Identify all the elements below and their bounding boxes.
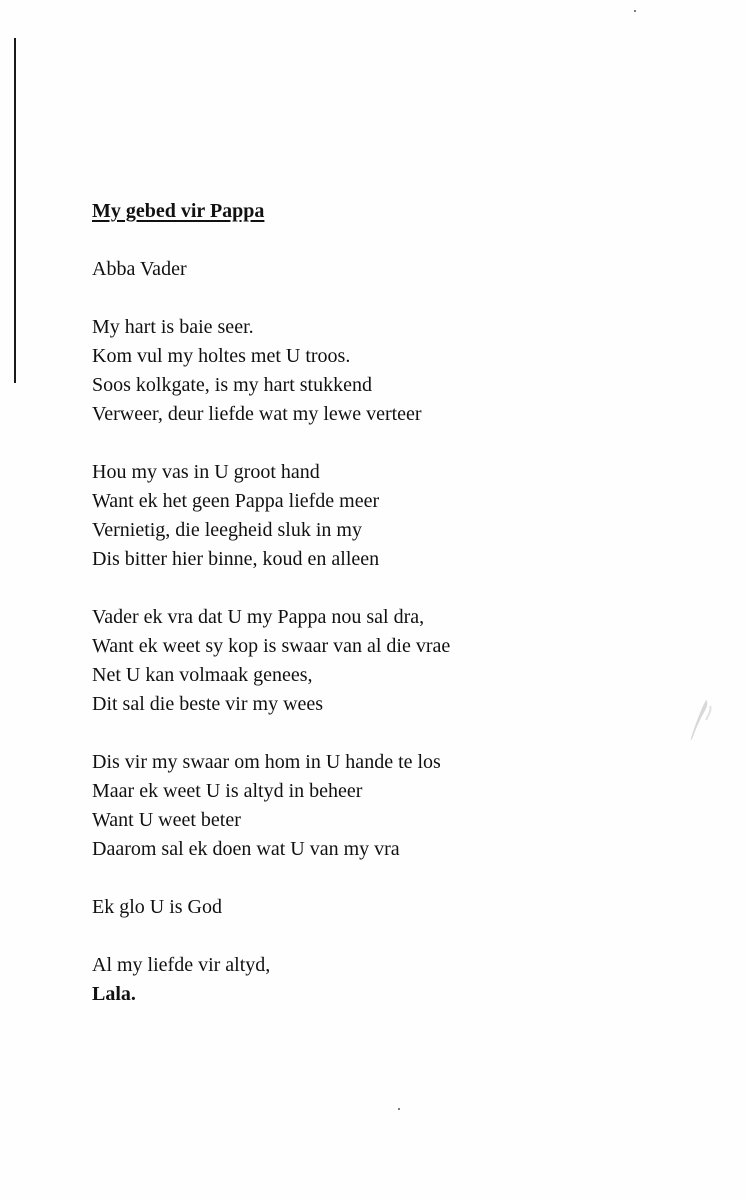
poem-greeting: Abba Vader <box>92 258 187 280</box>
poem-line: Hou my vas in U groot hand <box>92 461 320 483</box>
poem-closing: Ek glo U is God <box>92 896 222 918</box>
poem-title: My gebed vir Pappa <box>92 200 265 222</box>
scan-speck <box>634 10 636 12</box>
stanza-2 <box>92 458 712 574</box>
margin-line <box>14 38 16 383</box>
poem-line: Want ek weet sy kop is swaar van al die vrae <box>92 635 451 657</box>
poem-line: Maar ek weet U is altyd in beheer <box>92 780 363 802</box>
poem-line: Want U weet beter <box>92 809 241 831</box>
poem-line: Vader ek vra dat U my Pappa nou sal dra, <box>92 606 425 628</box>
poem-line: Verweer, deur liefde wat my lewe verteer <box>92 403 422 425</box>
signature-block <box>92 951 712 1009</box>
poem-line: Daarom sal ek doen wat U van my vra <box>92 838 400 860</box>
poem-line: Kom vul my holtes met U troos. <box>92 345 351 367</box>
poem <box>92 197 712 1009</box>
scan-speck <box>398 1108 400 1110</box>
poem-line: Soos kolkgate, is my hart stukkend <box>92 374 372 396</box>
signoff-line: Al my liefde vir altyd, <box>92 954 271 976</box>
stanza-3 <box>92 603 712 719</box>
poem-line: Dis vir my swaar om hom in U hande te los <box>92 751 441 773</box>
stanza-4 <box>92 748 712 864</box>
signature: Lala. <box>92 983 136 1005</box>
poem-line: Want ek het geen Pappa liefde meer <box>92 490 380 512</box>
poem-line: Dis bitter hier binne, koud en alleen <box>92 548 380 570</box>
poem-line: Dit sal die beste vir my wees <box>92 693 324 715</box>
poem-line: My hart is baie seer. <box>92 316 254 338</box>
poem-line: Net U kan volmaak genees, <box>92 664 313 686</box>
stanza-1 <box>92 313 712 429</box>
poem-line: Vernietig, die leegheid sluk in my <box>92 519 362 541</box>
